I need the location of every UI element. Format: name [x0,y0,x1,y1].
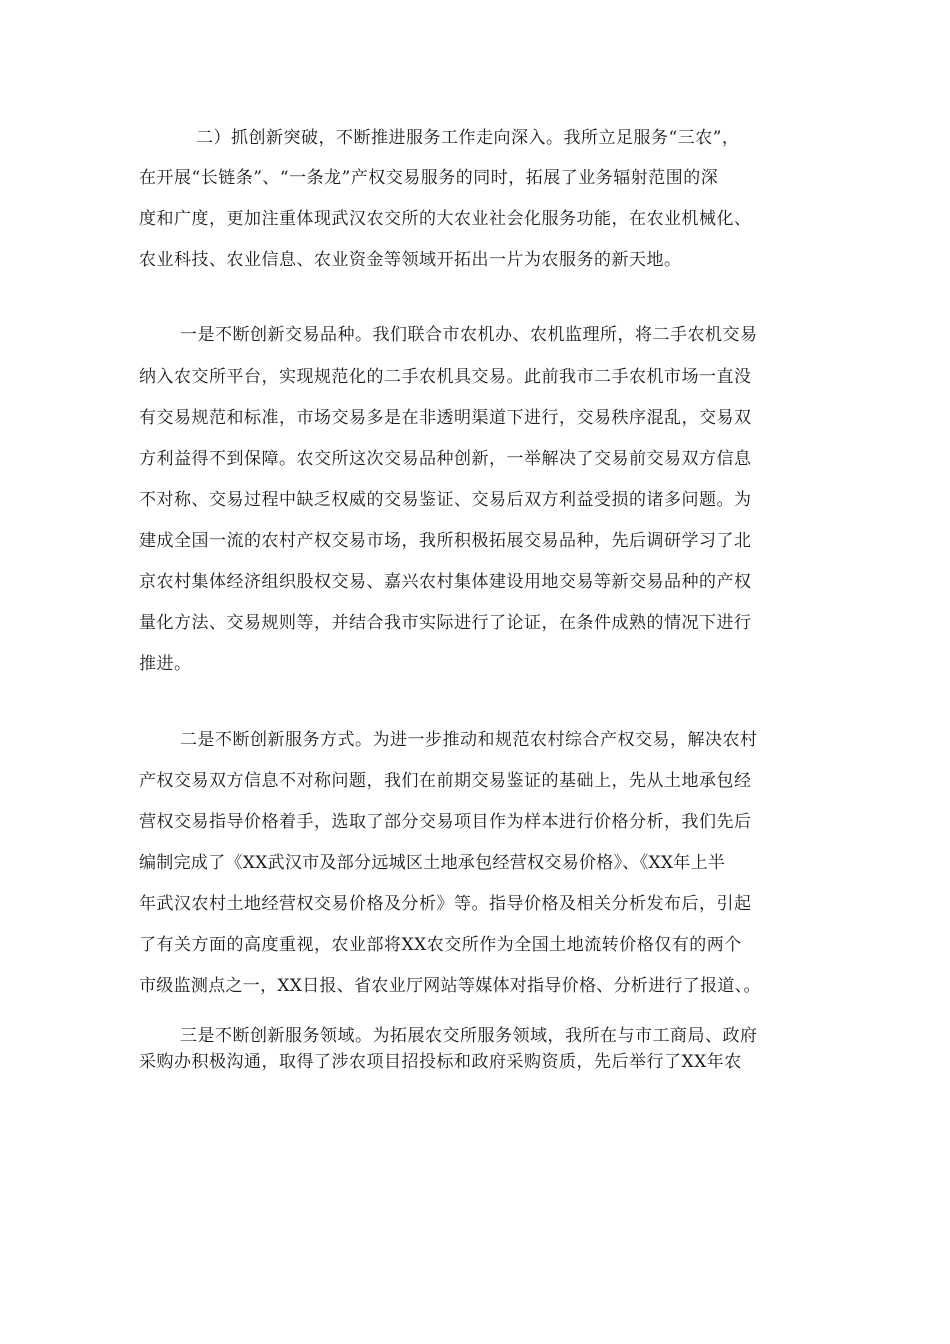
paragraph-2-line-2: 纳入农交所平台，实现规范化的二手农机具交易。此前我市二手农机市场一直没 [139,367,752,387]
paragraph-4-line-2: 采购办积极沟通，取得了涉农项目招投标和政府采购资质，先后举行了XX年农 [139,1052,742,1072]
paragraph-1-line-3: 度和广度，更加注重体现武汉农交所的大农业社会化服务功能，在农业机械化、 [139,209,752,229]
paragraph-2-line-5: 不对称、交易过程中缺乏权威的交易鉴证、交易后双方利益受损的诸多问题。为 [139,490,752,510]
paragraph-2-line-3: 有交易规范和标准，市场交易多是在非透明渠道下进行，交易秩序混乱，交易双 [139,408,752,428]
paragraph-4-line-1: 三是不断创新服务领域。为拓展农交所服务领域，我所在与市工商局、政府 [180,1026,758,1046]
paragraph-3-line-3: 营权交易指导价格着手，选取了部分交易项目作为样本进行价格分析，我们先后 [139,812,752,832]
paragraph-2-line-7: 京农村集体经济组织股权交易、嘉兴农村集体建设用地交易等新交易品种的产权 [139,572,752,592]
paragraph-3-line-6: 了有关方面的高度重视，农业部将XX农交所作为全国土地流转价格仅有的两个 [139,935,742,955]
paragraph-3-line-2: 产权交易双方信息不对称问题，我们在前期交易鉴证的基础上，先从土地承包经 [139,771,752,791]
paragraph-1-line-2: 在开展“长链条”、“一条龙”产权交易服务的同时，拓展了业务辐射范围的深 [139,168,719,188]
paragraph-3-line-5: 年武汉农村土地经营权交易价格及分析》等。指导价格及相关分析发布后，引起 [139,894,752,914]
paragraph-1-line-4: 农业科技、农业信息、农业资金等领域开拓出一片为农服务的新天地。 [139,250,682,270]
paragraph-2-line-4: 方利益得不到保障。农交所这次交易品种创新，一举解决了交易前交易双方信息 [139,449,752,469]
paragraph-3-line-4: 编制完成了《XX武汉市及部分远城区土地承包经营权交易价格》、《XX年上半 [139,853,726,873]
paragraph-2-line-1: 一是不断创新交易品种。我们联合市农机办、农机监理所，将二手农机交易 [180,325,758,345]
paragraph-2-line-8: 量化方法、交易规则等，并结合我市实际进行了论证，在条件成熟的情况下进行 [139,613,752,633]
paragraph-1-line-1: 二）抓创新突破，不断推进服务工作走向深入。我所立足服务“三农”， [196,128,740,148]
paragraph-2-line-9: 推进。 [139,654,192,674]
paragraph-3-line-1: 二是不断创新服务方式。为进一步推动和规范农村综合产权交易，解决农村 [180,730,758,750]
paragraph-2-line-6: 建成全国一流的农村产权交易市场，我所积极拓展交易品种，先后调研学习了北 [139,531,752,551]
paragraph-3-line-7: 市级监测点之一，XX日报、省农业厅网站等媒体对指导价格、分析进行了报道、。 [139,976,761,996]
